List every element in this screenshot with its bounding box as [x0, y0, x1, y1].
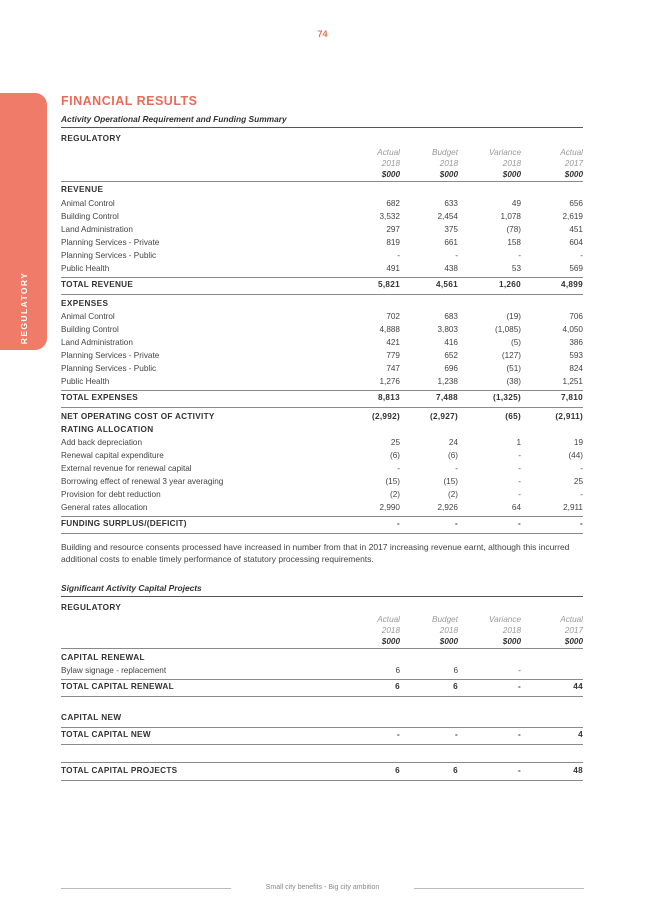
- divider: [61, 277, 583, 278]
- table-row: Add back depreciation 25 24 1 19: [61, 438, 583, 447]
- column-header: Budget 2018 $000: [432, 615, 458, 646]
- table-row: External revenue for renewal capital - - - -: [61, 464, 583, 473]
- total-capital-renewal-row: TOTAL CAPITAL RENEWAL 6 6 - 44: [61, 682, 583, 691]
- total-capital-new-row: TOTAL CAPITAL NEW - - - 4: [61, 730, 583, 739]
- table-row: Animal Control 702 683 (19) 706: [61, 312, 583, 321]
- column-header: Actual 2018 $000: [377, 148, 400, 179]
- revenue-heading: REVENUE: [61, 185, 104, 194]
- capital-group-heading: REGULATORY: [61, 603, 122, 612]
- total-revenue-row: TOTAL REVENUE 5,821 4,561 1,260 4,899: [61, 280, 583, 289]
- section-side-tab: [0, 93, 47, 350]
- rating-allocation-heading: RATING ALLOCATION: [61, 425, 154, 434]
- table-row: Public Health 1,276 1,238 (38) 1,251: [61, 377, 583, 386]
- divider: [61, 696, 583, 697]
- column-header: Variance 2018 $000: [488, 148, 521, 179]
- table-row: Provision for debt reduction (2) (2) - -: [61, 490, 583, 499]
- funding-surplus-row: FUNDING SURPLUS/(DEFICIT) - - - -: [61, 519, 583, 528]
- divider: [61, 780, 583, 781]
- table-row: Land Administration 297 375 (78) 451: [61, 225, 583, 234]
- column-header: Actual 2018 $000: [377, 615, 400, 646]
- divider: [61, 744, 583, 745]
- operational-subtitle-rule: [61, 127, 583, 128]
- divider: [61, 679, 583, 680]
- table-row: Planning Services - Public - - - -: [61, 251, 583, 260]
- divider: [61, 516, 583, 517]
- operational-subtitle: Activity Operational Requirement and Funding Summary: [61, 114, 287, 124]
- column-header: Budget 2018 $000: [432, 148, 458, 179]
- divider: [61, 533, 583, 534]
- table-row: Building Control 3,532 2,454 1,078 2,619: [61, 212, 583, 221]
- column-header: Variance 2018 $000: [488, 615, 521, 646]
- page-number: 74: [317, 29, 328, 39]
- table-row: General rates allocation 2,990 2,926 64 2,911: [61, 503, 583, 512]
- total-capital-projects-row: TOTAL CAPITAL PROJECTS 6 6 - 48: [61, 766, 583, 775]
- divider: [61, 390, 583, 391]
- net-operating-cost-row: NET OPERATING COST OF ACTIVITY (2,992) (2,927) (65) (2,911): [61, 412, 583, 421]
- capital-new-heading: CAPITAL NEW: [61, 713, 122, 722]
- divider: [61, 407, 583, 408]
- divider: [61, 181, 583, 182]
- table-row: Building Control 4,888 3,803 (1,085) 4,050: [61, 325, 583, 334]
- table-row: Animal Control 682 633 49 656: [61, 199, 583, 208]
- capital-subtitle: Significant Activity Capital Projects: [61, 583, 202, 593]
- capital-renewal-heading: CAPITAL RENEWAL: [61, 653, 145, 662]
- table-row: Renewal capital expenditure (6) (6) - (44): [61, 451, 583, 460]
- table-row: Public Health 491 438 53 569: [61, 264, 583, 273]
- table-row: Bylaw signage - replacement 6 6 -: [61, 666, 521, 675]
- divider: [61, 762, 583, 763]
- table-row: Planning Services - Private 819 661 158 604: [61, 238, 583, 247]
- side-tab-label: REGULATORY: [19, 271, 29, 345]
- expenses-heading: EXPENSES: [61, 299, 109, 308]
- divider: [61, 294, 583, 295]
- operational-group-heading: REGULATORY: [61, 134, 122, 143]
- column-header: Actual 2017 $000: [560, 148, 583, 179]
- table-row: Planning Services - Private 779 652 (127) 593: [61, 351, 583, 360]
- table-row: Borrowing effect of renewal 3 year averaging (15) (15) - 25: [61, 477, 583, 486]
- divider: [61, 727, 583, 728]
- commentary-text: Building and resource consents processed have increased in number from that in 2017 increasing revenue earnt, although this incurred additional costs to enable timely performance of statutory processing requirements.: [61, 542, 570, 565]
- divider: [61, 648, 583, 649]
- column-header: Actual 2017 $000: [560, 615, 583, 646]
- capital-subtitle-rule: [61, 596, 583, 597]
- footer-rule-right: [414, 888, 584, 889]
- footer-tagline: Small city benefits - Big city ambition: [265, 884, 380, 891]
- table-row: Planning Services - Public 747 696 (51) 824: [61, 364, 583, 373]
- table-row: Land Administration 421 416 (5) 386: [61, 338, 583, 347]
- total-expenses-row: TOTAL EXPENSES 8,813 7,488 (1,325) 7,810: [61, 393, 583, 402]
- section-title: FINANCIAL RESULTS: [61, 94, 198, 108]
